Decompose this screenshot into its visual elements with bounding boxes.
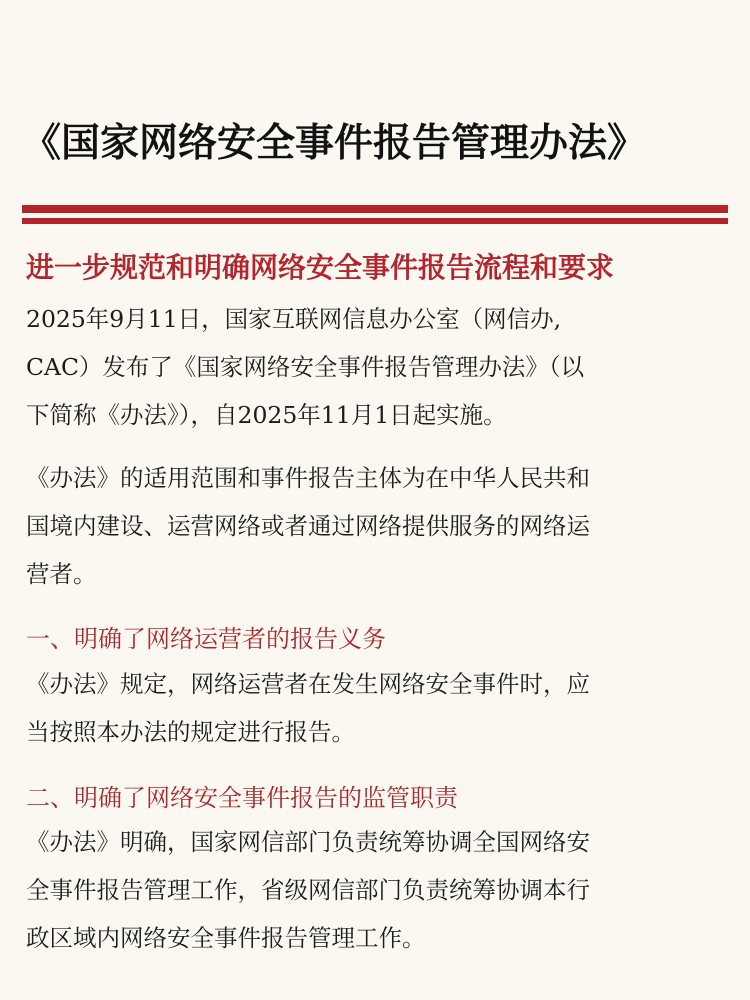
section-heading-reporting-obligation: 一、明确了网络运营者的报告义务 xyxy=(26,625,386,653)
divider-rule-bottom xyxy=(22,218,728,224)
intro-paragraph xyxy=(26,295,706,439)
paragraph-line: 当按照本办法的规定进行报告。 xyxy=(26,718,355,746)
supervision-duties-paragraph xyxy=(26,818,706,962)
reporting-obligation-paragraph xyxy=(26,660,706,756)
paragraph-line: 《办法》的适用范围和事件报告主体为在中华人民共和 xyxy=(26,464,590,492)
paragraph-line: 营者。 xyxy=(26,560,97,588)
document-subtitle: 进一步规范和明确网络安全事件报告流程和要求 xyxy=(26,251,615,284)
divider-rule-top xyxy=(22,205,728,213)
document-title: 《国家网络安全事件报告管理办法》 xyxy=(22,120,647,166)
paragraph-line: 2025年9月11日，国家互联网信息办公室（网信办, xyxy=(26,305,562,333)
paragraph-line: 全事件报告管理工作，省级网信部门负责统筹协调本行 xyxy=(26,876,590,904)
scope-paragraph xyxy=(26,454,706,598)
section-heading-supervision-duties: 二、明确了网络安全事件报告的监管职责 xyxy=(26,784,458,812)
paragraph-line: 下简称《办法》），自2025年11月1日起实施。 xyxy=(26,401,507,429)
paragraph-line: 《办法》明确，国家网信部门负责统筹协调全国网络安 xyxy=(26,828,590,856)
paragraph-line: 国境内建设、运营网络或者通过网络提供服务的网络运 xyxy=(26,512,590,540)
paragraph-line: 政区域内网络安全事件报告管理工作。 xyxy=(26,924,426,952)
paragraph-line: CAC）发布了《国家网络安全事件报告管理办法》（以 xyxy=(26,353,585,381)
paragraph-line: 《办法》规定，网络运营者在发生网络安全事件时，应 xyxy=(26,670,590,698)
